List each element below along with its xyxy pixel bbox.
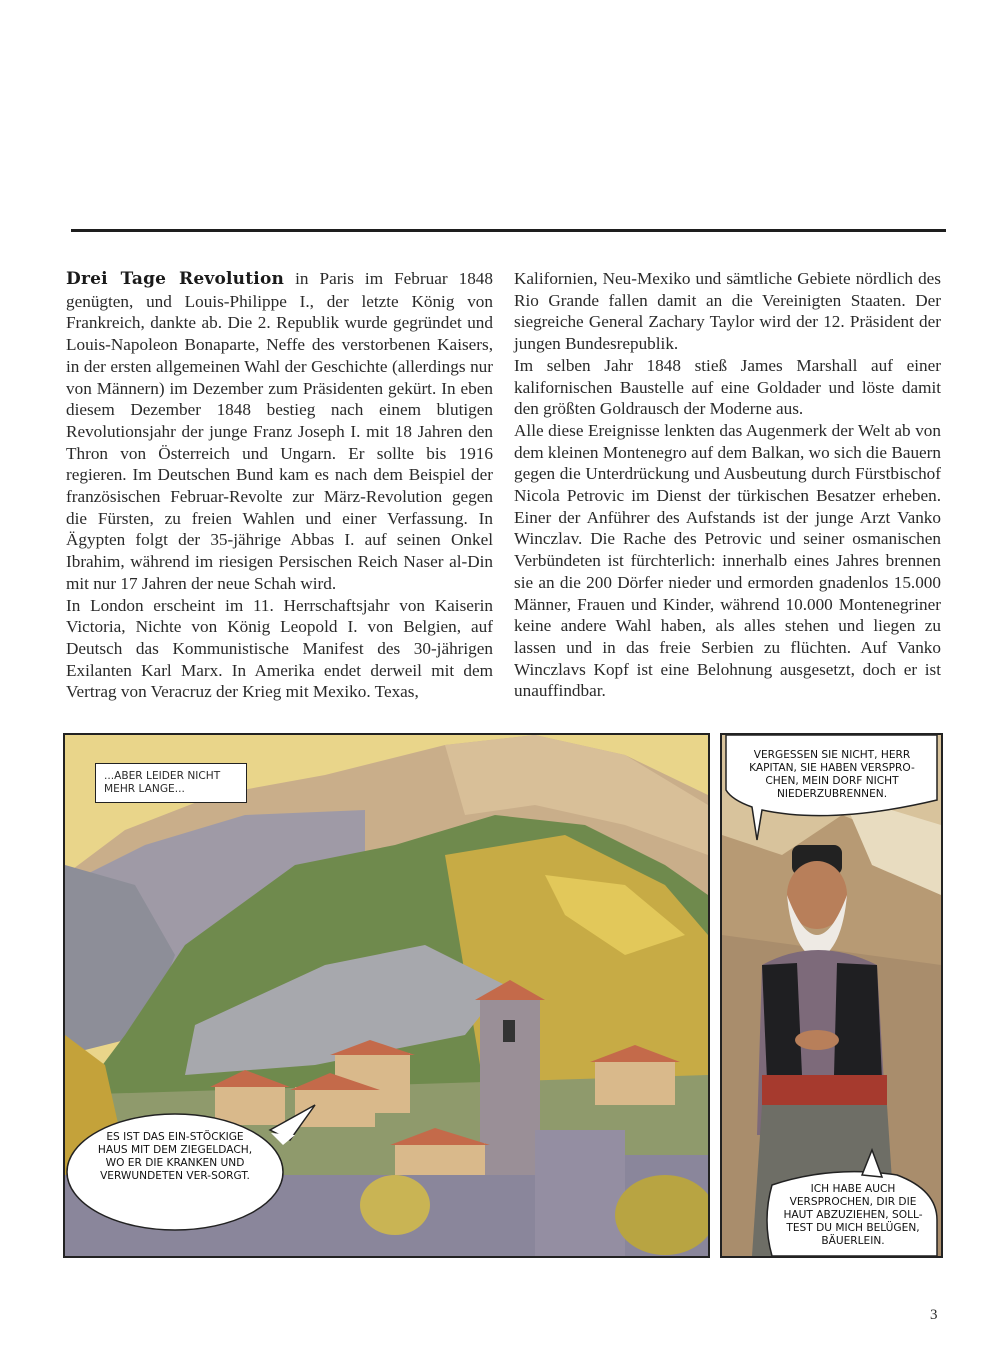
speech-balloon-shapes xyxy=(722,735,941,1256)
paragraph: In London erscheint im 11. Herrschaftsjahr von Kaiserin Victoria, Nichte von König Leopold I. von Belgien, auf Deutsch das Kommunistische Manifest des 30-jährigen Exilanten Karl Marx. In Amerika endet derweil mit dem Vertrag von Veracruz der Krieg mit Mexiko. Texas, xyxy=(66,595,493,702)
speech-balloon-bottom: ICH HABE AUCH VERSPROCHEN, DIR DIE HAUT ABZUZIEHEN, SOLL-TEST DU MICH BELÜGEN, BÄUERLEIN. xyxy=(783,1183,923,1247)
caption-box: ...ABER LEIDER NICHT MEHR LANGE... xyxy=(95,763,247,803)
paragraph-text: in Paris im Februar 1848 genügten, und Louis-Philippe I., der letzte König von Frankreich, dankte ab. Die 2. Republik wurde gegründet und Louis-Napoleon Bonaparte, Neffe des verstorbenen Kaisers, in der ersten allgemeinen Wahl der Geschichte (allerdings nur von Männern) im Dezember zum Präsidenten gekürt. In eben diesem Dezember 1848 bestieg nach einem blutigen Revolutionsjahr der junge Franz Joseph I. mit 18 Jahren den Thron von Österreich und Ungarn. Er sollte bis 1916 regieren. Im Deutschen Bund kam es nach dem Beispiel der französischen Februar-Revolte zur März-Revolution gegen die Fürsten, zu freien Wahlen und einer Verfassung. In Ägypten folgt der 35-jährige Abbas I. auf seinen Onkel Ibrahim, während im riesigen Persischen Reich Naser al-Din mit nur 17 Jahren der neue Schah wird. xyxy=(66,269,493,593)
paragraph xyxy=(66,268,493,595)
comic-panel-villager xyxy=(720,733,943,1258)
speech-balloon-text: ES IST DAS EIN-STÖCKIGE HAUS MIT DEM ZIEGELDACH, WO ER DIE KRANKEN UND VERWUNDETEN VER-SORGT. xyxy=(97,1131,253,1182)
lead-heading: Drei Tage Revolution xyxy=(66,269,285,289)
paragraph: Kalifornien, Neu-Mexiko und sämtliche Gebiete nördlich des Rio Grande fallen damit an die Vereinigten Staaten. Der siegreiche General Zachary Taylor wird der 12. Präsident der jungen Bundesrepublik. xyxy=(514,269,941,354)
paragraph: Alle diese Ereignisse lenkten das Augenmerk der Welt ab von dem kleinen Montenegro auf dem Balkan, wo sich die Bauern gegen die Unterdrückung und Ausbeutung durch Fürstbischof Nicola Petrovic im Dienst der türkischen Besatzer erheben. Einer der Anführer des Aufstands ist der junge Arzt Vanko Winczlav. Die Rache des Petrovic und seiner osmanischen Verbündeten ist fürchterlich: innerhalb eines Jahres brennen sie an die 200 Dörfer nieder und ermorden gnadenlos 15.000 Männer, Frauen und Kinder, während 10.000 Montenegriner keine andere Wahl haben, als alles stehen und liegen zu lassen und in das freie Serbien zu flüchten. Auf Vanko Winczlavs Kopf ist eine Belohnung ausgesetzt, doch er ist unauffindbar. xyxy=(514,420,941,701)
header-rule xyxy=(71,229,946,232)
paragraph: Im selben Jahr 1848 stieß James Marshall auf einer kalifornischen Baustelle auf eine Goldader und löste damit den größten Goldrausch der Moderne aus. xyxy=(514,355,941,419)
article-column-left xyxy=(66,268,493,703)
comic-panel-landscape xyxy=(63,733,710,1258)
speech-balloon-top: VERGESSEN SIE NICHT, HERR KAPITAN, SIE HABEN VERSPRO-CHEN, MEIN DORF NICHT NIEDERZUBRENNEN. xyxy=(749,749,915,800)
page-number: 3 xyxy=(930,1307,938,1323)
article-column-right xyxy=(514,268,941,702)
